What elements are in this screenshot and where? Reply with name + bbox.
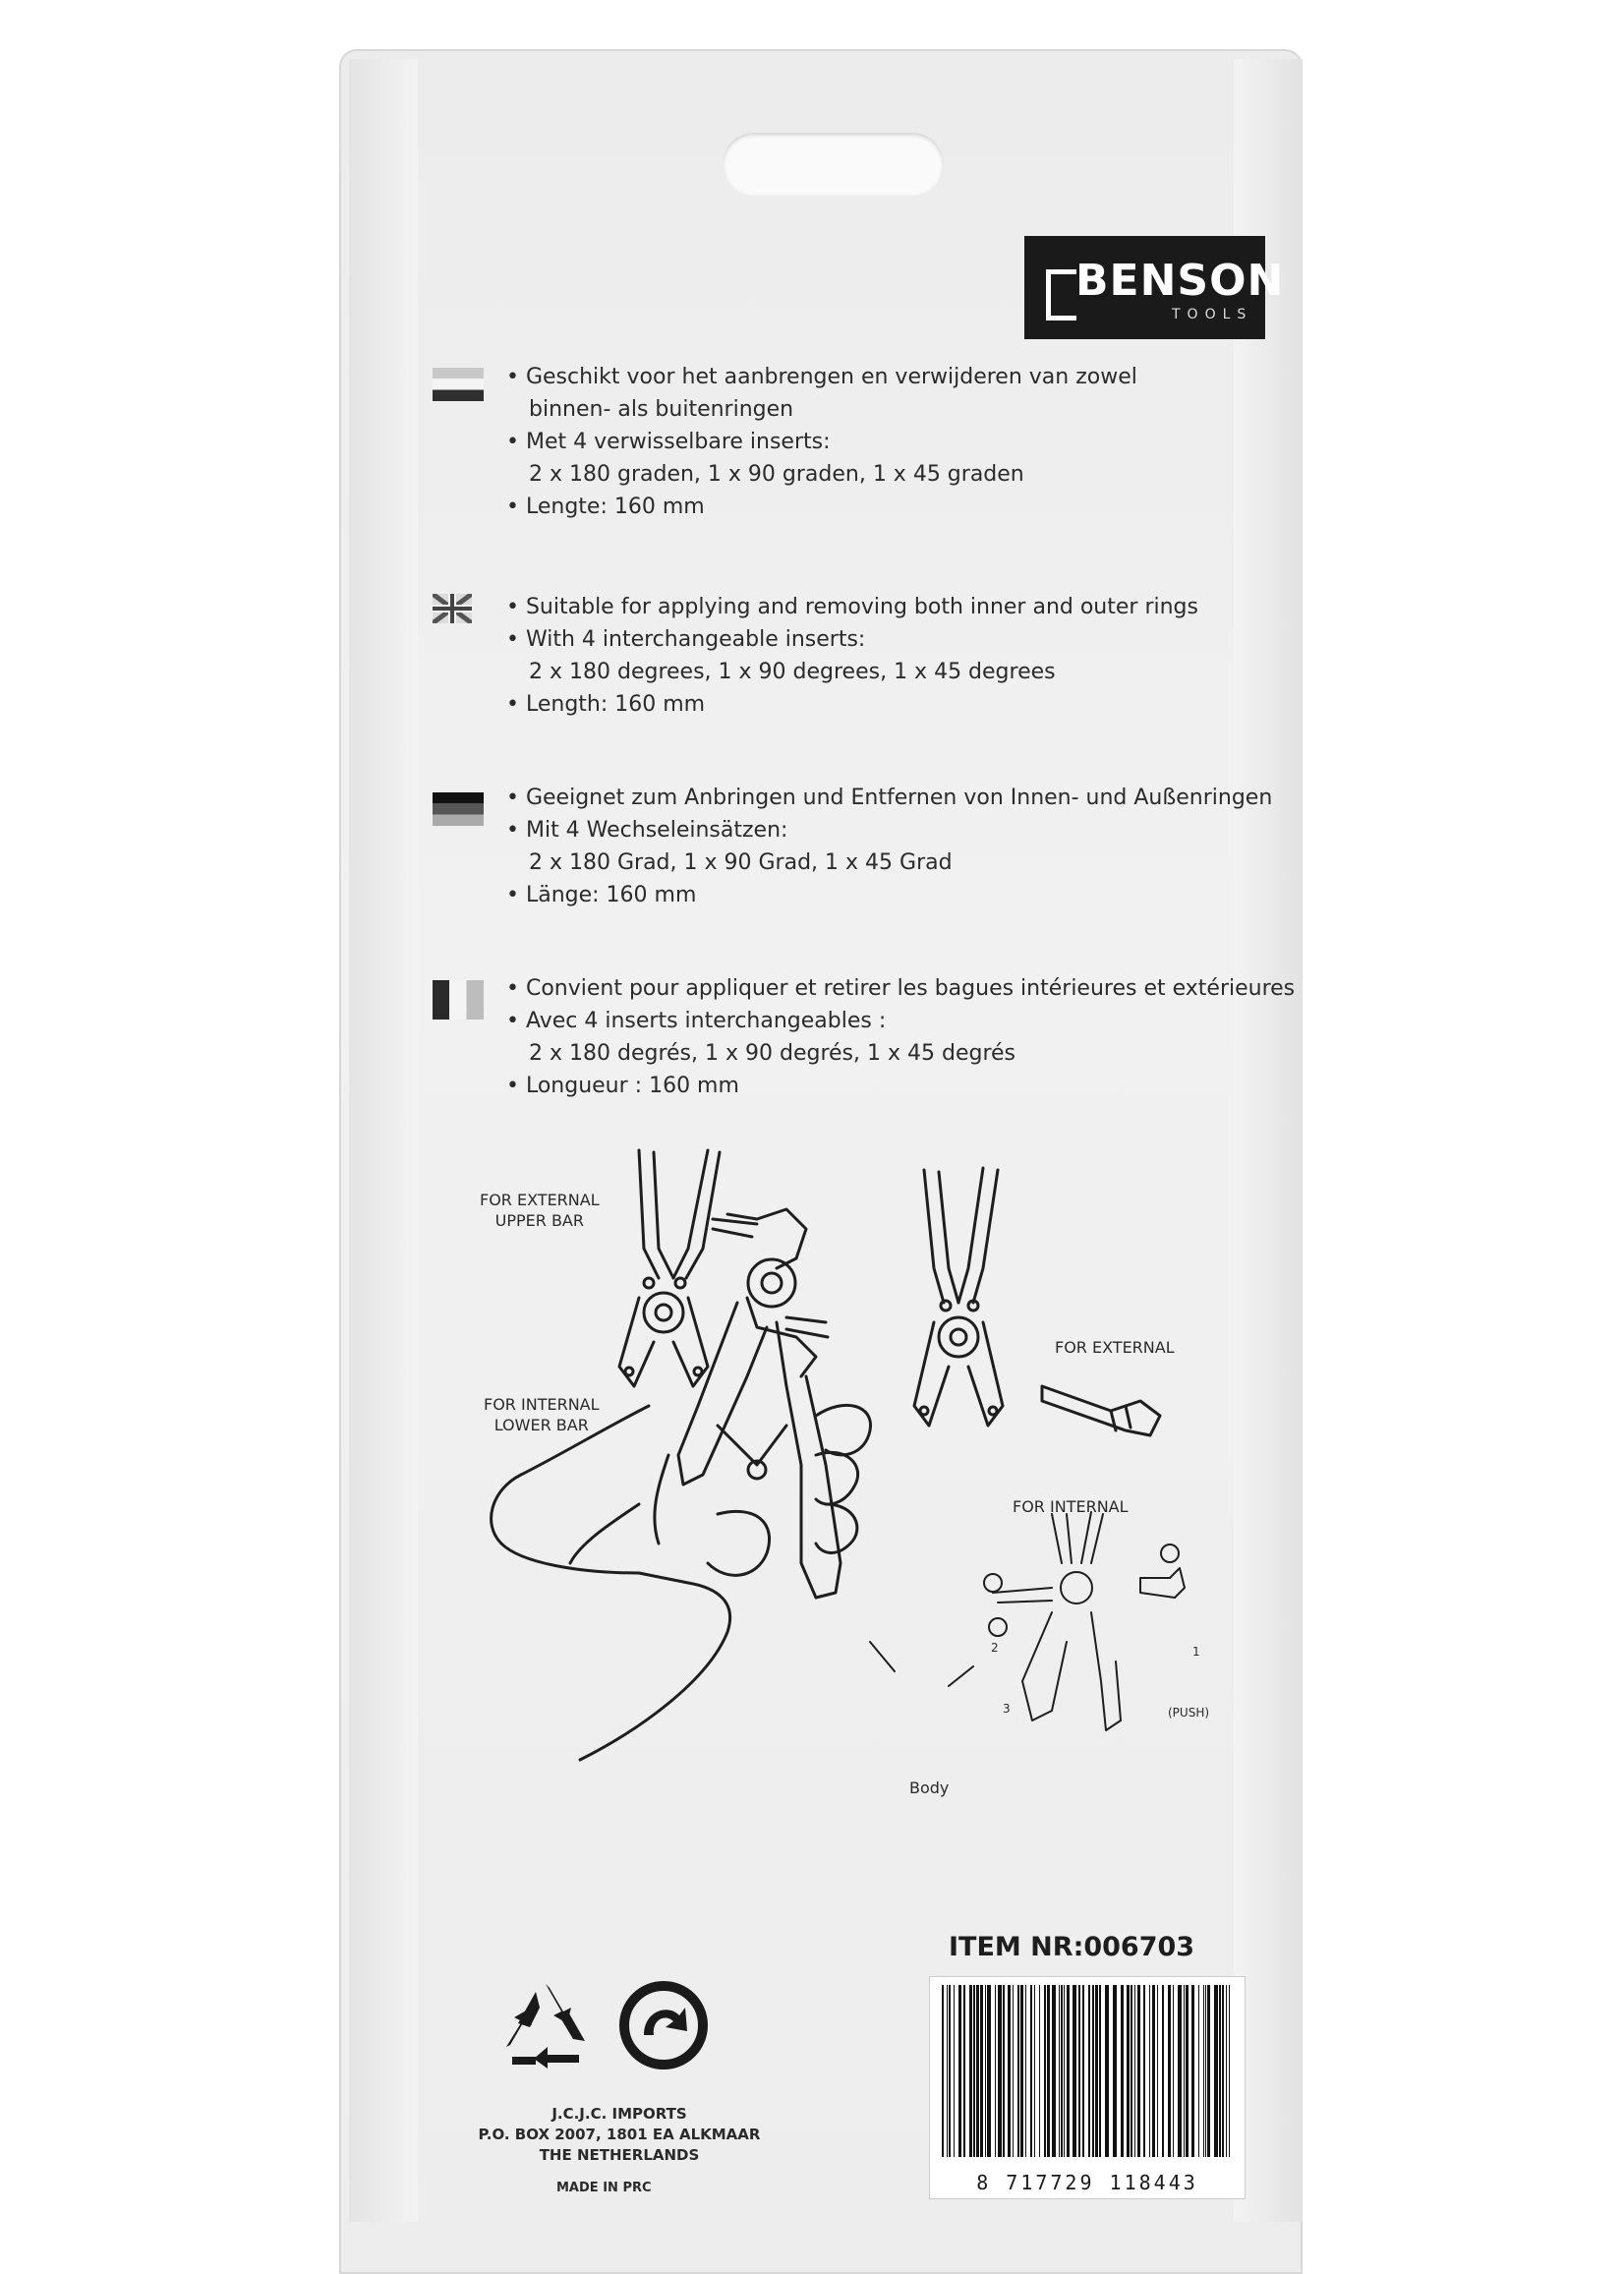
item-number: ITEM NR:006703	[949, 1932, 1195, 1962]
address-line: P.O. BOX 2007, 1801 EA ALKMAAR	[478, 2126, 761, 2143]
barcode-bar	[1059, 1985, 1060, 2157]
barcode-bar	[1034, 1985, 1035, 2157]
barcode-bar	[1061, 1985, 1063, 2157]
barcode-bars	[930, 1977, 1243, 2164]
recycle-icon	[496, 1976, 595, 2074]
logo-bracket-icon	[1046, 269, 1076, 321]
barcode-bar	[1184, 1985, 1185, 2157]
label-body: Body	[909, 1778, 950, 1797]
barcode-bar	[1203, 1985, 1204, 2157]
label-line: FOR EXTERNAL	[480, 1191, 600, 1209]
lower-bar-insert-drawing	[914, 1168, 1003, 1426]
barcode-bar	[1149, 1985, 1150, 2157]
barcode	[929, 1976, 1246, 2199]
barcode-bar	[1222, 1985, 1224, 2157]
assembly-sketch-drawing	[984, 1512, 1185, 1730]
barcode-bar	[1186, 1985, 1189, 2157]
barcode-bar	[1152, 1985, 1155, 2157]
label-step-3: 3	[1003, 1702, 1011, 1716]
label-step-2: 2	[991, 1641, 999, 1655]
made-in: MADE IN PRC	[556, 2181, 652, 2195]
barcode-bar	[1178, 1985, 1182, 2157]
text-line: • Lengte: 160 mm	[506, 495, 705, 519]
barcode-bar	[963, 1985, 965, 2157]
text-line: 2 x 180 Grad, 1 x 90 Grad, 1 x 45 Grad	[529, 850, 953, 875]
text-line: 2 x 180 degrees, 1 x 90 degrees, 1 x 45 degrees	[529, 660, 1056, 684]
barcode-bar	[1219, 1985, 1221, 2157]
hang-hole	[723, 133, 944, 196]
green-dot-icon	[614, 1976, 713, 2074]
barcode-bar	[1143, 1985, 1145, 2157]
label-for-external-upper	[480, 1190, 600, 1231]
label-for-external: FOR EXTERNAL	[1055, 1338, 1175, 1357]
barcode-bar	[1229, 1985, 1230, 2157]
section-fr	[506, 972, 1303, 1102]
barcode-bar	[1121, 1985, 1124, 2157]
label-for-internal: FOR INTERNAL	[1013, 1497, 1129, 1516]
barcode-bar	[942, 1985, 944, 2157]
text-line: • Longueur : 160 mm	[506, 1074, 739, 1098]
label-step-1: 1	[1192, 1645, 1200, 1659]
label-line: LOWER BAR	[493, 1416, 589, 1434]
barcode-bar	[1067, 1985, 1070, 2157]
text-line: • With 4 interchangeable inserts:	[506, 627, 866, 652]
barcode-bar	[1162, 1985, 1164, 2157]
barcode-bar	[1008, 1985, 1011, 2157]
barcode-bar	[973, 1985, 975, 2157]
barcode-bar	[985, 1985, 986, 2157]
barcode-bar	[1047, 1985, 1050, 2157]
section-de	[506, 782, 1303, 911]
text-line: • Mit 4 Wechseleinsätzen:	[506, 818, 788, 843]
section-en	[506, 591, 1303, 721]
text-line: • Länge: 160 mm	[506, 883, 697, 907]
barcode-bar	[1082, 1985, 1084, 2157]
barcode-bar	[1003, 1985, 1005, 2157]
barcode-bar	[995, 1985, 996, 2157]
barcode-bar	[1168, 1985, 1171, 2157]
section-nl	[506, 361, 1303, 523]
barcode-bar	[969, 1985, 972, 2157]
barcode-bar	[1207, 1985, 1210, 2157]
text-line: • Length: 160 mm	[506, 692, 706, 717]
barcode-bar	[1017, 1985, 1019, 2157]
barcode-bar	[1205, 1985, 1206, 2157]
internal-pin-drawing	[1042, 1386, 1160, 1435]
barcode-bar	[1092, 1985, 1094, 2157]
barcode-bar	[1157, 1985, 1158, 2157]
text-line: • Suitable for applying and removing both inner and outer rings	[506, 595, 1198, 619]
barcode-bar	[1214, 1985, 1218, 2157]
brand-name: BENSON	[1075, 256, 1285, 306]
address-line: THE NETHERLANDS	[539, 2146, 700, 2164]
barcode-bar	[1044, 1985, 1046, 2157]
germany-flag-icon	[433, 792, 484, 826]
barcode-bar	[1134, 1985, 1135, 2157]
france-flag-icon	[433, 980, 484, 1020]
barcode-bar	[987, 1985, 991, 2157]
barcode-bar	[1198, 1985, 1199, 2157]
card-left-flap	[349, 59, 418, 2222]
barcode-bar	[1025, 1985, 1026, 2157]
address-line: J.C.J.C. IMPORTS	[551, 2105, 687, 2123]
barcode-bar	[1073, 1985, 1076, 2157]
barcode-digits: 8 717729 118443	[976, 2171, 1198, 2194]
text-line: 2 x 180 degrés, 1 x 90 degrés, 1 x 45 degrés	[529, 1041, 1016, 1066]
barcode-bar	[1030, 1985, 1032, 2157]
barcode-bar	[954, 1985, 955, 2157]
barcode-bar	[1052, 1985, 1056, 2157]
label-line: UPPER BAR	[494, 1211, 584, 1230]
barcode-bar	[1099, 1985, 1101, 2157]
text-line: • Met 4 verwisselbare inserts:	[506, 430, 831, 454]
barcode-bar	[1127, 1985, 1130, 2157]
barcode-bar	[1131, 1985, 1132, 2157]
uk-flag-icon	[433, 594, 472, 623]
barcode-bar	[1013, 1985, 1014, 2157]
text-line: binnen- als buitenringen	[529, 397, 794, 422]
barcode-bar	[1095, 1985, 1098, 2157]
text-line: • Geeignet zum Anbringen und Entfernen von Innen- und Außenringen	[506, 786, 1273, 810]
barcode-bar	[1039, 1985, 1040, 2157]
label-line: FOR INTERNAL	[484, 1395, 600, 1414]
barcode-bar	[949, 1985, 951, 2157]
barcode-bar	[1064, 1985, 1065, 2157]
text-line: • Convient pour appliquer et retirer les bagues intérieures et extérieures	[506, 976, 1296, 1001]
barcode-bar	[980, 1985, 983, 2157]
barcode-bar	[947, 1985, 948, 2157]
barcode-bar	[1173, 1985, 1174, 2157]
text-line: 2 x 180 graden, 1 x 90 graden, 1 x 45 graden	[529, 462, 1024, 487]
label-for-internal-lower	[484, 1394, 600, 1435]
text-line: • Avec 4 inserts interchangeables :	[506, 1009, 887, 1033]
barcode-bar	[1137, 1985, 1140, 2157]
barcode-bar	[1226, 1985, 1227, 2157]
barcode-bar	[1113, 1985, 1117, 2157]
barcode-bar	[976, 1985, 979, 2157]
brand-sub: TOOLS	[1172, 307, 1253, 322]
barcode-bar	[1088, 1985, 1090, 2157]
barcode-bar	[1020, 1985, 1023, 2157]
label-push: (PUSH)	[1168, 1706, 1210, 1720]
text-line: • Geschikt voor het aanbrengen en verwijderen van zowel	[506, 365, 1137, 389]
barcode-bar	[958, 1985, 961, 2157]
barcode-bar	[1105, 1985, 1109, 2157]
netherlands-flag-icon	[433, 368, 484, 401]
main-pliers-drawing	[678, 1209, 841, 1598]
hand-drawing	[492, 1405, 871, 1760]
barcode-bar	[1191, 1985, 1194, 2157]
upper-bar-insert-drawing	[619, 1150, 720, 1386]
importer-address	[447, 2104, 791, 2166]
barcode-bar	[1078, 1985, 1080, 2157]
barcode-bar	[998, 1985, 1002, 2157]
brand-logo	[1024, 236, 1285, 339]
